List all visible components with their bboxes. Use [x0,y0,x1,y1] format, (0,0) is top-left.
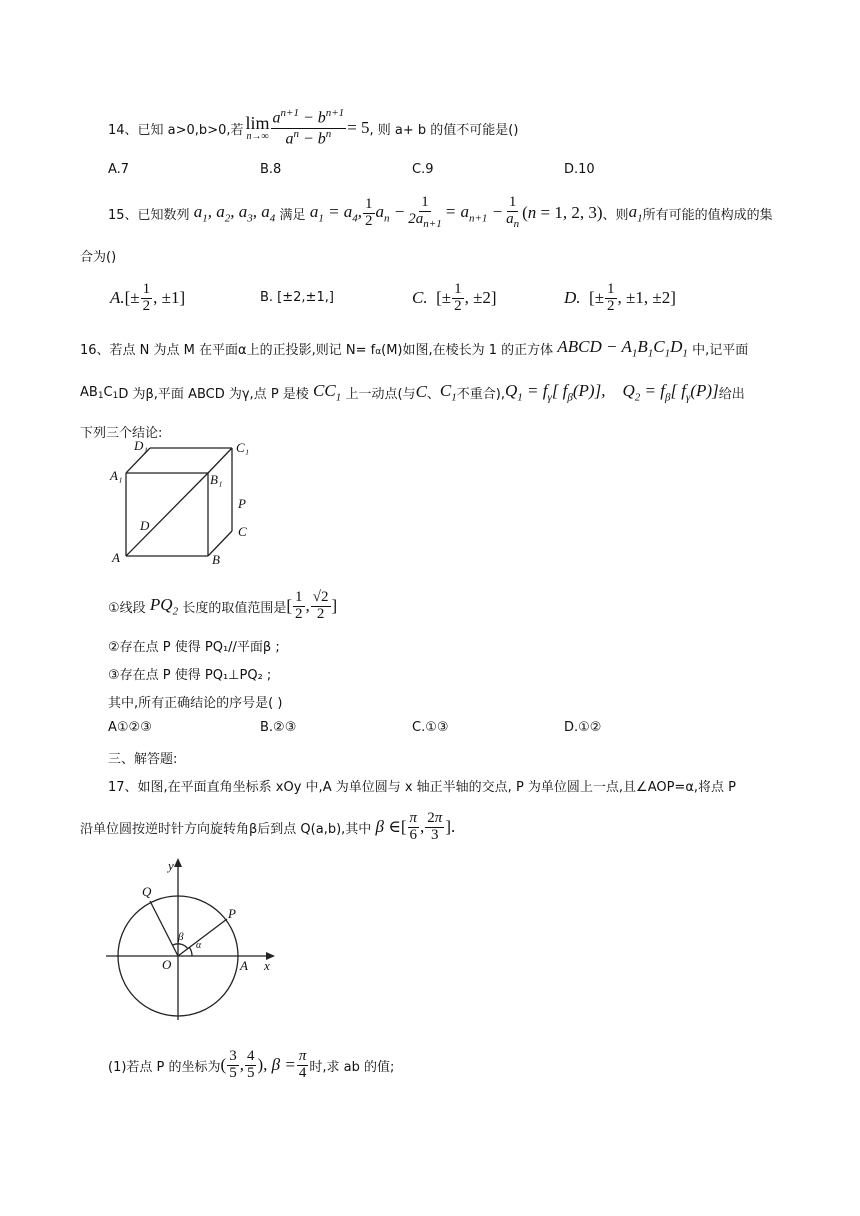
q16-conclusion-1: ①线段 $PQ_2$ 长度的取值范围是 [ $\frac{1}{2}$ , $\frac{√2}{2}$ ] [108,588,338,622]
label-alpha: α [196,940,202,951]
q15-tail: 、则 [602,207,629,223]
q14-option-c: C.9 [412,162,434,177]
label-b: B [212,552,220,567]
q17-part1: (1)若点 P 的坐标为 ( $\frac{3}{5}$ , $\frac{4}{5}$ ), β = $\frac{\pi}{4}$ 时,求 ab 的值; [108,1047,395,1081]
q17-line1: 17、如图,在平面直角坐标系 xOy 中,A 为单位圆与 x 轴正半轴的交点, P 为单位圆上一点,且∠AOP=α,将点 P [108,780,736,795]
q14-tail: , 则 a+ b 的值不可能是() [369,122,519,138]
unit-circle-figure [100,856,290,1026]
q16-line2-part5: 给出 [718,386,745,402]
label-beta: β [178,931,184,943]
label-p: P [238,496,246,511]
q15-option-b: B. [±2,±1,] [260,290,334,305]
label-a: A [240,958,248,973]
q14-option-a: A.7 [108,162,130,177]
q16-line2: AB 1 C 1 D 为β,平面 ABCD 为γ,点 P 是棱 $CC_1$ 上一动点(与 C 、 $C_1$ 不重合), $Q_1 = f_\gamma$[ $f_\beta(P)$], $Q_2 = f_\beta$[ $f_\gamma(P)$] 给出 [80,380,745,404]
y-axis-arrow [174,858,182,867]
q16-line1-part2: (M)如图,在棱长为 1 的正方体 [381,342,554,358]
q16-line1: 16、若点 N 为点 M 在平面α上的正投影,则记 N= f α (M)如图,在棱长为 1 的正方体 ABCD − $A_1B_1C_1D_1$ 中,记平面 [80,336,749,360]
label-q: Q [142,884,152,899]
q16-option-b: B.②③ [260,720,297,735]
q14-equals: = 5 [347,118,370,137]
label-a: A [112,550,120,565]
q14-option-d: D.10 [564,162,595,177]
q14-lead: 14、已知 a>0,b>0,若 [108,122,244,138]
label-c: C [238,524,247,539]
q15-option-c: C. [± $\frac{1}{2}$ , ±2] [412,280,497,314]
q17-line2: 沿单位圆按逆时针方向旋转角β后到点 Q(a,b),其中 β ∈ [ $\frac{\pi}{6}$ , $\frac{2\pi}{3}$ ]. [80,809,456,843]
q15-option-d: D. [± $\frac{1}{2}$ , ±1, ±2] [564,280,676,314]
q17-line2-text: 沿单位圆按逆时针方向旋转角β后到点 Q(a,b),其中 [80,821,372,837]
q17-part1-lead: (1)若点 P 的坐标为 [108,1059,221,1075]
q14-option-b: B.8 [260,162,282,177]
q16-option-c: C.①③ [412,720,449,735]
label-c1: C₁ [236,440,250,455]
edge-b1-c1 [208,448,232,473]
ray-op [178,919,227,956]
cube-figure [104,436,264,570]
q15-line2: 合为() [80,250,117,265]
q16-line2-part1: AB [80,384,98,400]
q14-stem [108,108,518,148]
q16-conclusion-2: ②存在点 P 使得 PQ₁//平面β ; [108,640,280,655]
label-b1: B₁ [210,472,223,487]
q16-question: 其中,所有正确结论的序号是( ) [108,696,283,711]
q15-sequence: $a_1$, $a_2$, $a_3$, $a_4$ [189,201,276,225]
q15-stem: 15、已知数列 $a_1$, $a_2$, $a_3$, $a_4$ 满足 $a_1 = a_4$, $\frac{1}{2}$ $a_n$ − $\frac{1}{2a_{n+1}}$ = $a_{n+1}$ − $\frac{1}{a_n}$ (n = 1, 2, 3) 、则 $a_1$ 所有可能的值构成的集 [108,194,773,231]
label-p: P [228,906,236,921]
label-x: x [264,958,270,973]
q16-line3: 下列三个结论: [80,426,163,441]
diagonal-a-b1 [126,473,208,556]
q16-cube-name: ABCD − $A_1B_1C_1D_1$ [553,336,688,360]
q16-c1-part2: 长度的取值范围是 [182,600,287,616]
q16-line2-part3: 上一动点(与 [345,386,416,402]
q16-option-a: A①②③ [108,720,152,735]
q16-conclusion-3: ③存在点 P 使得 PQ₁⊥PQ₂ ; [108,668,272,683]
label-a1: A₁ [110,468,123,483]
q16-c1-part1: ①线段 [108,600,146,616]
q15-option-a: A. [± $\frac{1}{2}$ , ±1] [110,280,186,314]
q15-condition: $a_1 = a_4$, [305,201,363,225]
q16-line2-part4: 不重合), [456,386,505,402]
label-o: O [162,957,172,972]
label-y: y [168,858,174,873]
q17-part1-tail: 时,求 ab 的值; [309,1059,395,1075]
label-d1: D₁ [134,438,148,453]
ray-oq [150,901,178,956]
q14-fraction: $\frac{a^{n+1} - b^{n+1}}{a^n - b^n}$ [272,107,345,147]
q16-line1-part3: 中,记平面 [692,342,749,358]
q16-line1-part1: 16、若点 N 为点 M 在平面α上的正投影,则记 N= f [80,342,376,358]
beta-arc [173,944,188,949]
q14-limit: lim n→∞ [245,113,270,142]
section-heading: 三、解答题: [108,752,178,767]
alpha-arc [189,947,192,956]
q15-lead: 15、已知数列 [108,207,190,223]
q16-option-d: D.①② [564,720,602,735]
q15-mid: 满足 [279,207,306,223]
q15-tail2: 所有可能的值构成的集 [642,207,773,223]
q16-line2-part2: D 为β,平面 ABCD 为γ,点 P 是棱 [118,386,309,402]
label-d: D [140,518,150,533]
